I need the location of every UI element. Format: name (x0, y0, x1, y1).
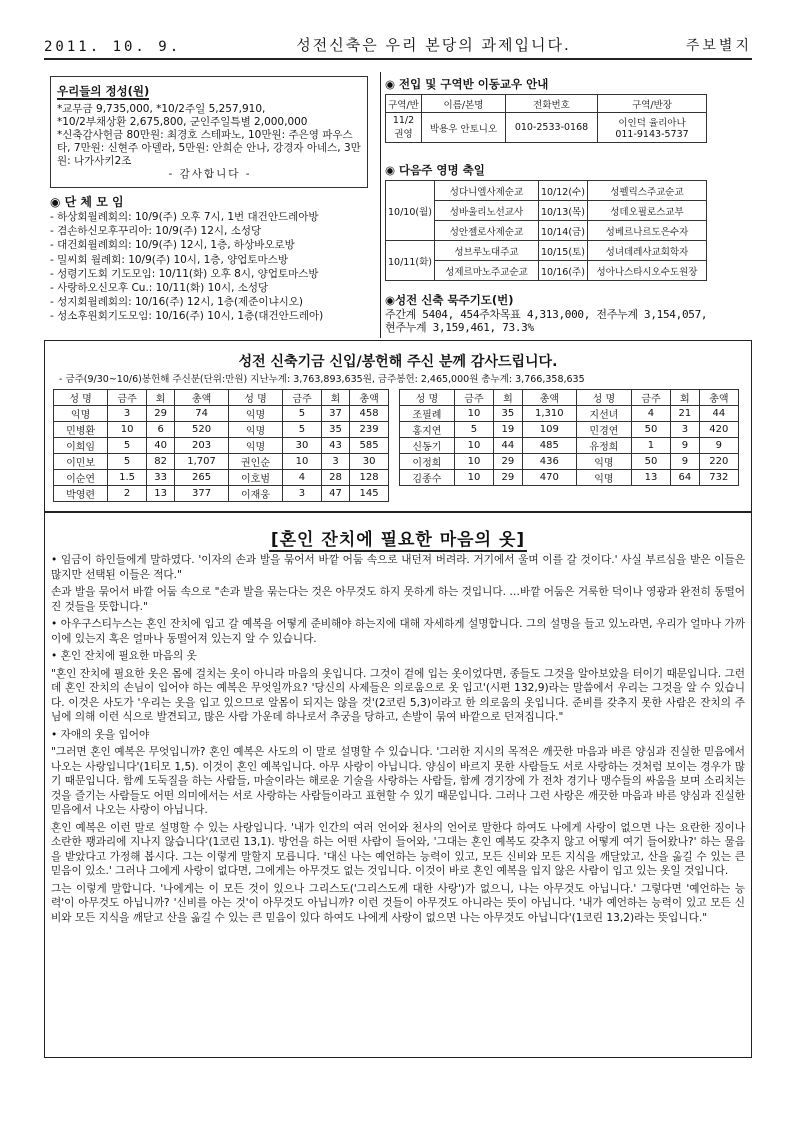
donation-cell: 35 (321, 422, 349, 438)
donation-cell: 지선녀 (576, 406, 631, 422)
donation-cell: 1,310 (522, 406, 576, 422)
transfer-name: 박용우 안토니오 (422, 113, 506, 143)
donation-cell: 10 (283, 454, 322, 470)
donation-row (54, 422, 389, 438)
feast-date: 10/13(목) (538, 201, 587, 221)
group-item: - 성령기도회 기도모임: 10/11(화) 오후 8시, 양업토마스방 (50, 267, 319, 280)
prayer-text: 주간계 5404, 454주차목표 4,313,000, 전주누계 3,154,057, 현주누계 3,159,461, 73.3% (385, 308, 708, 334)
donation-row (400, 470, 739, 486)
donation-cell: 민병환 (54, 422, 108, 438)
donation-cell: 3 (671, 422, 700, 438)
donation-cell: 458 (350, 406, 389, 422)
bulletin-slogan: 성전신축은 우리 본당의 과제입니다. (296, 36, 571, 54)
donation-row (54, 470, 389, 486)
donation-header-cell: 금주 (631, 390, 670, 406)
donation-cell: 145 (350, 486, 389, 502)
group-item: - 겸손하신모후꾸리아: 10/9(주) 12시, 소성당 (50, 225, 262, 238)
donation-cell: 470 (522, 470, 576, 486)
donation-cell: 유정희 (576, 438, 631, 454)
feast-saint: 성제르마노주교순교 (434, 261, 538, 281)
bulletin-header (44, 34, 752, 60)
donation-cell: 5 (283, 406, 322, 422)
donation-cell: 436 (522, 454, 576, 470)
donation-cell: 10 (454, 454, 493, 470)
feast-saint: 성브루노대주교 (434, 241, 538, 261)
prayer-title: ◉성전 신축 묵주기도(번) (385, 293, 514, 307)
donation-cell: 13 (146, 486, 174, 502)
donation-cell: 1.5 (108, 470, 147, 486)
donation-cell: 4 (631, 406, 670, 422)
donation-cell: 28 (321, 470, 349, 486)
donation-header-cell: 총액 (175, 390, 229, 406)
offering-box (50, 76, 368, 188)
donation-row (54, 438, 389, 454)
donation-cell: 377 (175, 486, 229, 502)
article-subheading: • 혼인 잔치에 필요한 마음의 옷 (51, 650, 197, 662)
group-item: - 사랑하오신모후 Cu.: 10/11(화) 10시, 소성당 (50, 282, 269, 295)
donation-cell: 이희임 (54, 438, 108, 454)
donation-cell: 익명 (228, 422, 282, 438)
donation-cell: 732 (699, 470, 738, 486)
donation-cell: 9 (671, 438, 700, 454)
offering-line: *교무금 9,735,000, *10/2주일 5,257,910, (57, 103, 266, 115)
donation-header-cell: 총액 (522, 390, 576, 406)
donation-cell: 13 (631, 470, 670, 486)
donation-cell: 40 (146, 438, 174, 454)
donation-cell: 익명 (228, 406, 282, 422)
feast-date: 10/14(금) (538, 221, 587, 241)
donation-cell: 이재웅 (228, 486, 282, 502)
groups-title: ◉ 단 체 모 임 (50, 195, 124, 209)
donation-cell: 520 (175, 422, 229, 438)
donation-cell: 43 (321, 438, 349, 454)
donation-cell: 37 (321, 406, 349, 422)
donation-summary: - 금주(9/30~10/6)봉헌해 주신분(단위:만원) 지난누계: 3,763,893,635원, 금주봉헌: 2,465,000원 총누계: 3,766,358,635 (59, 374, 585, 385)
donation-cell: 1 (631, 438, 670, 454)
donation-row (54, 486, 389, 502)
donation-cell: 10 (454, 470, 493, 486)
feast-saint: 성다니엘사제순교 (434, 181, 538, 201)
donation-header-cell: 성 명 (576, 390, 631, 406)
donation-cell: 익명 (228, 438, 282, 454)
donation-cell: 44 (494, 438, 523, 454)
donation-cell: 이민보 (54, 454, 108, 470)
feast-date: 10/11(화) (386, 241, 435, 281)
donation-cell: 이정희 (400, 454, 455, 470)
feast-date: 10/16(주) (538, 261, 587, 281)
donation-cell: 21 (671, 406, 700, 422)
donation-cell: 239 (350, 422, 389, 438)
donation-header-cell: 금주 (283, 390, 322, 406)
donation-row (400, 438, 739, 454)
article-paragraph: "그러면 혼인 예복은 무엇입니까? 혼인 예복은 사도의 이 말로 설명할 수 있습니다. '그러한 지시의 목적은 깨끗한 마음과 바른 양심과 진실한 믿음에서 나오는 사랑입니다'(1티모 1,5). 이것이 혼인 예복입니다. 아무 사랑이 아닙니다. 양심이 바르지 못한 사람들도 서로 사랑하는 것처럼 보이는 경우가 많기 때문입니다. 함께 도둑질을 하는 사람들, 마술이라는 해로운 기술을 사랑하는 사람들, 함께 경기장에 가 전차 경기나 맹수들의 싸움을 보며 소리치는 것을 즐기는 사람들도 어떤 의미에서는 서로 사랑하는 사람들이라고 표현할 수 있기 때문입니다. 그러나 그런 사랑은 깨끗한 마음과 바른 양심과 진실한 믿음에서 나오는 사랑이 아닙니다. (51, 746, 745, 816)
donation-cell: 신동기 (400, 438, 455, 454)
transfer-header: 전화번호 (506, 95, 598, 113)
donation-cell: 29 (494, 454, 523, 470)
donation-cell: 익명 (54, 406, 108, 422)
feast-saint: 성아나스타시오수도원장 (587, 261, 706, 281)
feast-saint: 성녀데레사교회학자 (587, 241, 706, 261)
article-paragraph: 혼인 예복은 이런 말로 설명할 수 있는 사랑입니다. '내가 인간의 여러 언어와 천사의 언어로 말한다 하여도 나에게 사랑이 없으면 나는 요란한 징이나 소란한 꽹과리에 지나지 않습니다'(1코린 13,1). 방언을 하는 어떤 사람이 들어와, '그대는 혼인 예복도 갖추지 않고 어떻게 여기 들어왔나?' 하는 물음을 받았다고 가정해 봅시다. 그는 이렇게 말할지 모릅니다. '대신 나는 예언하는 능력이 있고, 모든 신비와 모든 지식을 깨달았고, 산을 옮길 수 있는 큰 믿음이 있소.' 그러나 그에게 사랑이 없다면, 그에게는 아무것도 없는 것입니다. 이것이 바로 혼인 예복을 입지 않은 사람이 입고 있는 옷일 것입니다. (51, 821, 745, 877)
transfer-header: 구역/반장 (598, 95, 707, 113)
right-top-section (380, 72, 714, 338)
donation-cell: 30 (350, 454, 389, 470)
donation-cell: 9 (671, 454, 700, 470)
article-paragraph: • 아우구스티누스는 혼인 잔치에 입고 갈 예복을 어떻게 준비해야 하는지에 대해 자세하게 설명합니다. 그의 설명을 들고 있노라면, 우리가 얼마나 가까이에 있는지 혹은 얼마나 동떨어져 있는지 알 수 있습니다. (51, 618, 745, 645)
donation-header-cell: 성 명 (400, 390, 455, 406)
donation-cell: 9 (699, 438, 738, 454)
donation-header-cell: 금주 (454, 390, 493, 406)
donation-table-left (53, 389, 389, 502)
donation-row (400, 422, 739, 438)
feast-saint: 성안젤로사제순교 (434, 221, 538, 241)
mass-title: ◉ 다음주 영명 축일 (385, 163, 485, 177)
donation-cell: 485 (522, 438, 576, 454)
donation-cell: 265 (175, 470, 229, 486)
donation-cell: 64 (671, 470, 700, 486)
donation-cell: 5 (108, 438, 147, 454)
donation-cell: 35 (494, 406, 523, 422)
offering-title: 우리들의 정성(원) (57, 84, 150, 98)
donation-cell: 3 (108, 406, 147, 422)
donation-row (54, 406, 389, 422)
donation-cell: 김종수 (400, 470, 455, 486)
donation-cell: 익명 (576, 454, 631, 470)
transfer-phone: 010-2533-0168 (506, 113, 598, 143)
donation-cell: 홍지연 (400, 422, 455, 438)
donation-header-cell: 총액 (699, 390, 738, 406)
transfer-zone: 11/2 권영 (386, 113, 422, 143)
feast-date: 10/15(토) (538, 241, 587, 261)
donation-header-cell: 성 명 (228, 390, 282, 406)
donation-cell: 29 (146, 406, 174, 422)
transfer-leader-phone: 011-9143-5737 (615, 129, 689, 140)
donation-cell: 5 (454, 422, 493, 438)
donation-cell: 3 (283, 486, 322, 502)
feast-date: 10/12(수) (538, 181, 587, 201)
donation-header-cell: 회 (671, 390, 700, 406)
donation-table-right (399, 389, 739, 486)
donation-cell: 1,707 (175, 454, 229, 470)
donation-cell: 3 (321, 454, 349, 470)
offering-line: *신축감사헌금 80만원: 최경호 스테파노, 10만원: 주은영 파우스타, 7만원: 신현주 아델라, 5만원: 안희순 안나, 강경자 아네스, 3만원: 나가사키2조 (57, 129, 361, 167)
article-body (51, 553, 745, 928)
donation-header-cell: 회 (321, 390, 349, 406)
donation-header-cell: 성 명 (54, 390, 108, 406)
offering-lines (57, 103, 363, 181)
bulletin-tag: 주보별지 (685, 38, 752, 54)
article-paragraph: 그는 이렇게 말합니다. '나에게는 이 모든 것이 있으나 그리스도('그리스도께 대한 사랑')가 없으니, 나는 아무것도 아닙니다.' 그렇다면 '예언하는 능력'이 아무것도 아닙니까? '신비를 아는 것'이 아무것도 아닙니까? 이런 것들이 아무것도 아니라는 뜻이 아닙니다. '내가 예언하는 능력이 있고 모든 신비와 모든 지식을 깨닫고 산을 옮길 수 있는 큰 믿음이 있다 하여도 나에게 사랑이 없으면 나는 아무것도 아닙니다'(1코린 13,2)라는 뜻입니다." (51, 882, 745, 924)
feast-saint: 성베르나르도은수자 (587, 221, 706, 241)
donation-cell: 4 (283, 470, 322, 486)
donation-cell: 5 (283, 422, 322, 438)
donation-cell: 29 (494, 470, 523, 486)
donation-cell: 이순연 (54, 470, 108, 486)
transfer-leader-name: 이인덕 율리아나 (618, 118, 686, 129)
donation-row (400, 406, 739, 422)
article-paragraph: "혼인 잔치에 필요한 옷은 몸에 걸치는 옷이 아니라 마음의 옷입니다. 그것이 겉에 입는 옷이었다면, 종들도 그것을 알아보았을 터이기 때문입니다. 그런데 혼인 잔치의 손님이 입어야 하는 예복은 무엇일까요? '당신의 사제들은 의로움으로 옷 입고'(시편 132,9)라는 말씀에서 우리는 그것을 알 수 있습니다. 이것은 사도가 '우리는 옷을 입고 있으므로 알몸이 되지는 않을 것'(2코린 5,3)이라고 한 의로움의 옷입니다. 준비를 갖추지 못한 사람은 잔치의 주님에 의해 이런 식으로 발견되고, 많은 사람 가운데 하나로서 추궁을 당하고, 손발이 묶여 바깥으로 던져집니다." (51, 667, 745, 723)
donation-cell: 권인순 (228, 454, 282, 470)
donation-section (44, 340, 752, 512)
donation-cell: 220 (699, 454, 738, 470)
transfer-header: 이름/본명 (422, 95, 506, 113)
donation-cell: 19 (494, 422, 523, 438)
donation-cell: 10 (108, 422, 147, 438)
donation-cell: 민경연 (576, 422, 631, 438)
donation-header-cell: 회 (146, 390, 174, 406)
donation-row (54, 454, 389, 470)
donation-cell: 6 (146, 422, 174, 438)
donation-cell: 109 (522, 422, 576, 438)
feast-saint: 성데오필로스교부 (587, 201, 706, 221)
donation-cell: 10 (454, 438, 493, 454)
donation-cell: 박영련 (54, 486, 108, 502)
group-item: - 성소후원회기도모임: 10/16(주) 10시, 1층(대건안드레아) (50, 310, 324, 323)
left-top-section (46, 72, 376, 338)
article-title: [혼인 잔치에 필요한 마음의 옷] (270, 530, 526, 550)
group-item: - 밀씨회 월례회: 10/9(주) 10시, 1층, 양업토마스방 (50, 253, 288, 266)
donation-cell: 44 (699, 406, 738, 422)
transfer-leader (598, 113, 707, 143)
group-item: - 대건회월례회의: 10/9(주) 12시, 1층, 하상바오로방 (50, 239, 295, 252)
donation-cell: 33 (146, 470, 174, 486)
donation-cell: 585 (350, 438, 389, 454)
donation-header-cell: 회 (494, 390, 523, 406)
donation-cell: 30 (283, 438, 322, 454)
transfer-table (385, 94, 707, 143)
donation-cell: 2 (108, 486, 147, 502)
offering-line: *10/2부채상환 2,675,800, 군인주일특별 2,000,000 (57, 116, 308, 128)
offering-thanks: - 감사합니다 - (168, 168, 252, 180)
article-paragraph: 손과 발을 묶어서 바깥 어둠 속으로 "손과 발을 묶는다는 것은 아무것도 하지 못하게 하는 것입니다. …바깥 어둠은 거룩한 덕이나 영광과 완전히 동떨어진 것들을 뜻합니다." (51, 586, 745, 613)
donation-cell: 조필례 (400, 406, 455, 422)
donation-cell: 익명 (576, 470, 631, 486)
group-item: - 성지회월례회의: 10/16(주) 12시, 1층(제준이냐시오) (50, 296, 303, 309)
donation-cell: 74 (175, 406, 229, 422)
transfer-title: ◉ 전입 및 구역반 이동교우 안내 (385, 77, 549, 91)
bulletin-date: 2011. 10. 9. (44, 39, 182, 55)
feast-saint: 성펠릭스주교순교 (587, 181, 706, 201)
article-subheading: • 자애의 옷을 입어야 (51, 728, 150, 741)
donation-cell: 50 (631, 422, 670, 438)
donation-header-row (54, 390, 389, 406)
donation-cell: 82 (146, 454, 174, 470)
donation-cell: 10 (454, 406, 493, 422)
article-paragraph: • 임금이 하인들에게 말하였다. '이자의 손과 발을 묶어서 바깥 어둠 속으로 내던져 버려라. 거기에서 울며 이를 갈 것이다.' 사실 부르심을 받은 이들은 많지만 선택된 이들은 적다." (51, 554, 745, 581)
feast-table (385, 180, 707, 281)
donation-cell: 이호범 (228, 470, 282, 486)
donation-cell: 47 (321, 486, 349, 502)
donation-cell: 5 (108, 454, 147, 470)
donation-row (400, 454, 739, 470)
article-section (44, 512, 752, 1058)
donation-header-cell: 총액 (350, 390, 389, 406)
donation-header-row (400, 390, 739, 406)
groups-list (50, 210, 372, 324)
donation-cell: 50 (631, 454, 670, 470)
group-item: - 하상회월례회의: 10/9(주) 오후 7시, 1번 대건안드레아방 (50, 211, 319, 223)
donation-cell: 128 (350, 470, 389, 486)
donation-cell: 420 (699, 422, 738, 438)
donation-header-cell: 금주 (108, 390, 147, 406)
transfer-header: 구역/반 (386, 95, 422, 113)
donation-cell: 203 (175, 438, 229, 454)
feast-date: 10/10(월) (386, 181, 435, 241)
donation-title: 성전 신축기금 신입/봉헌해 주신 분께 감사드립니다. (238, 354, 558, 370)
feast-saint: 성바울리노선교사 (434, 201, 538, 221)
